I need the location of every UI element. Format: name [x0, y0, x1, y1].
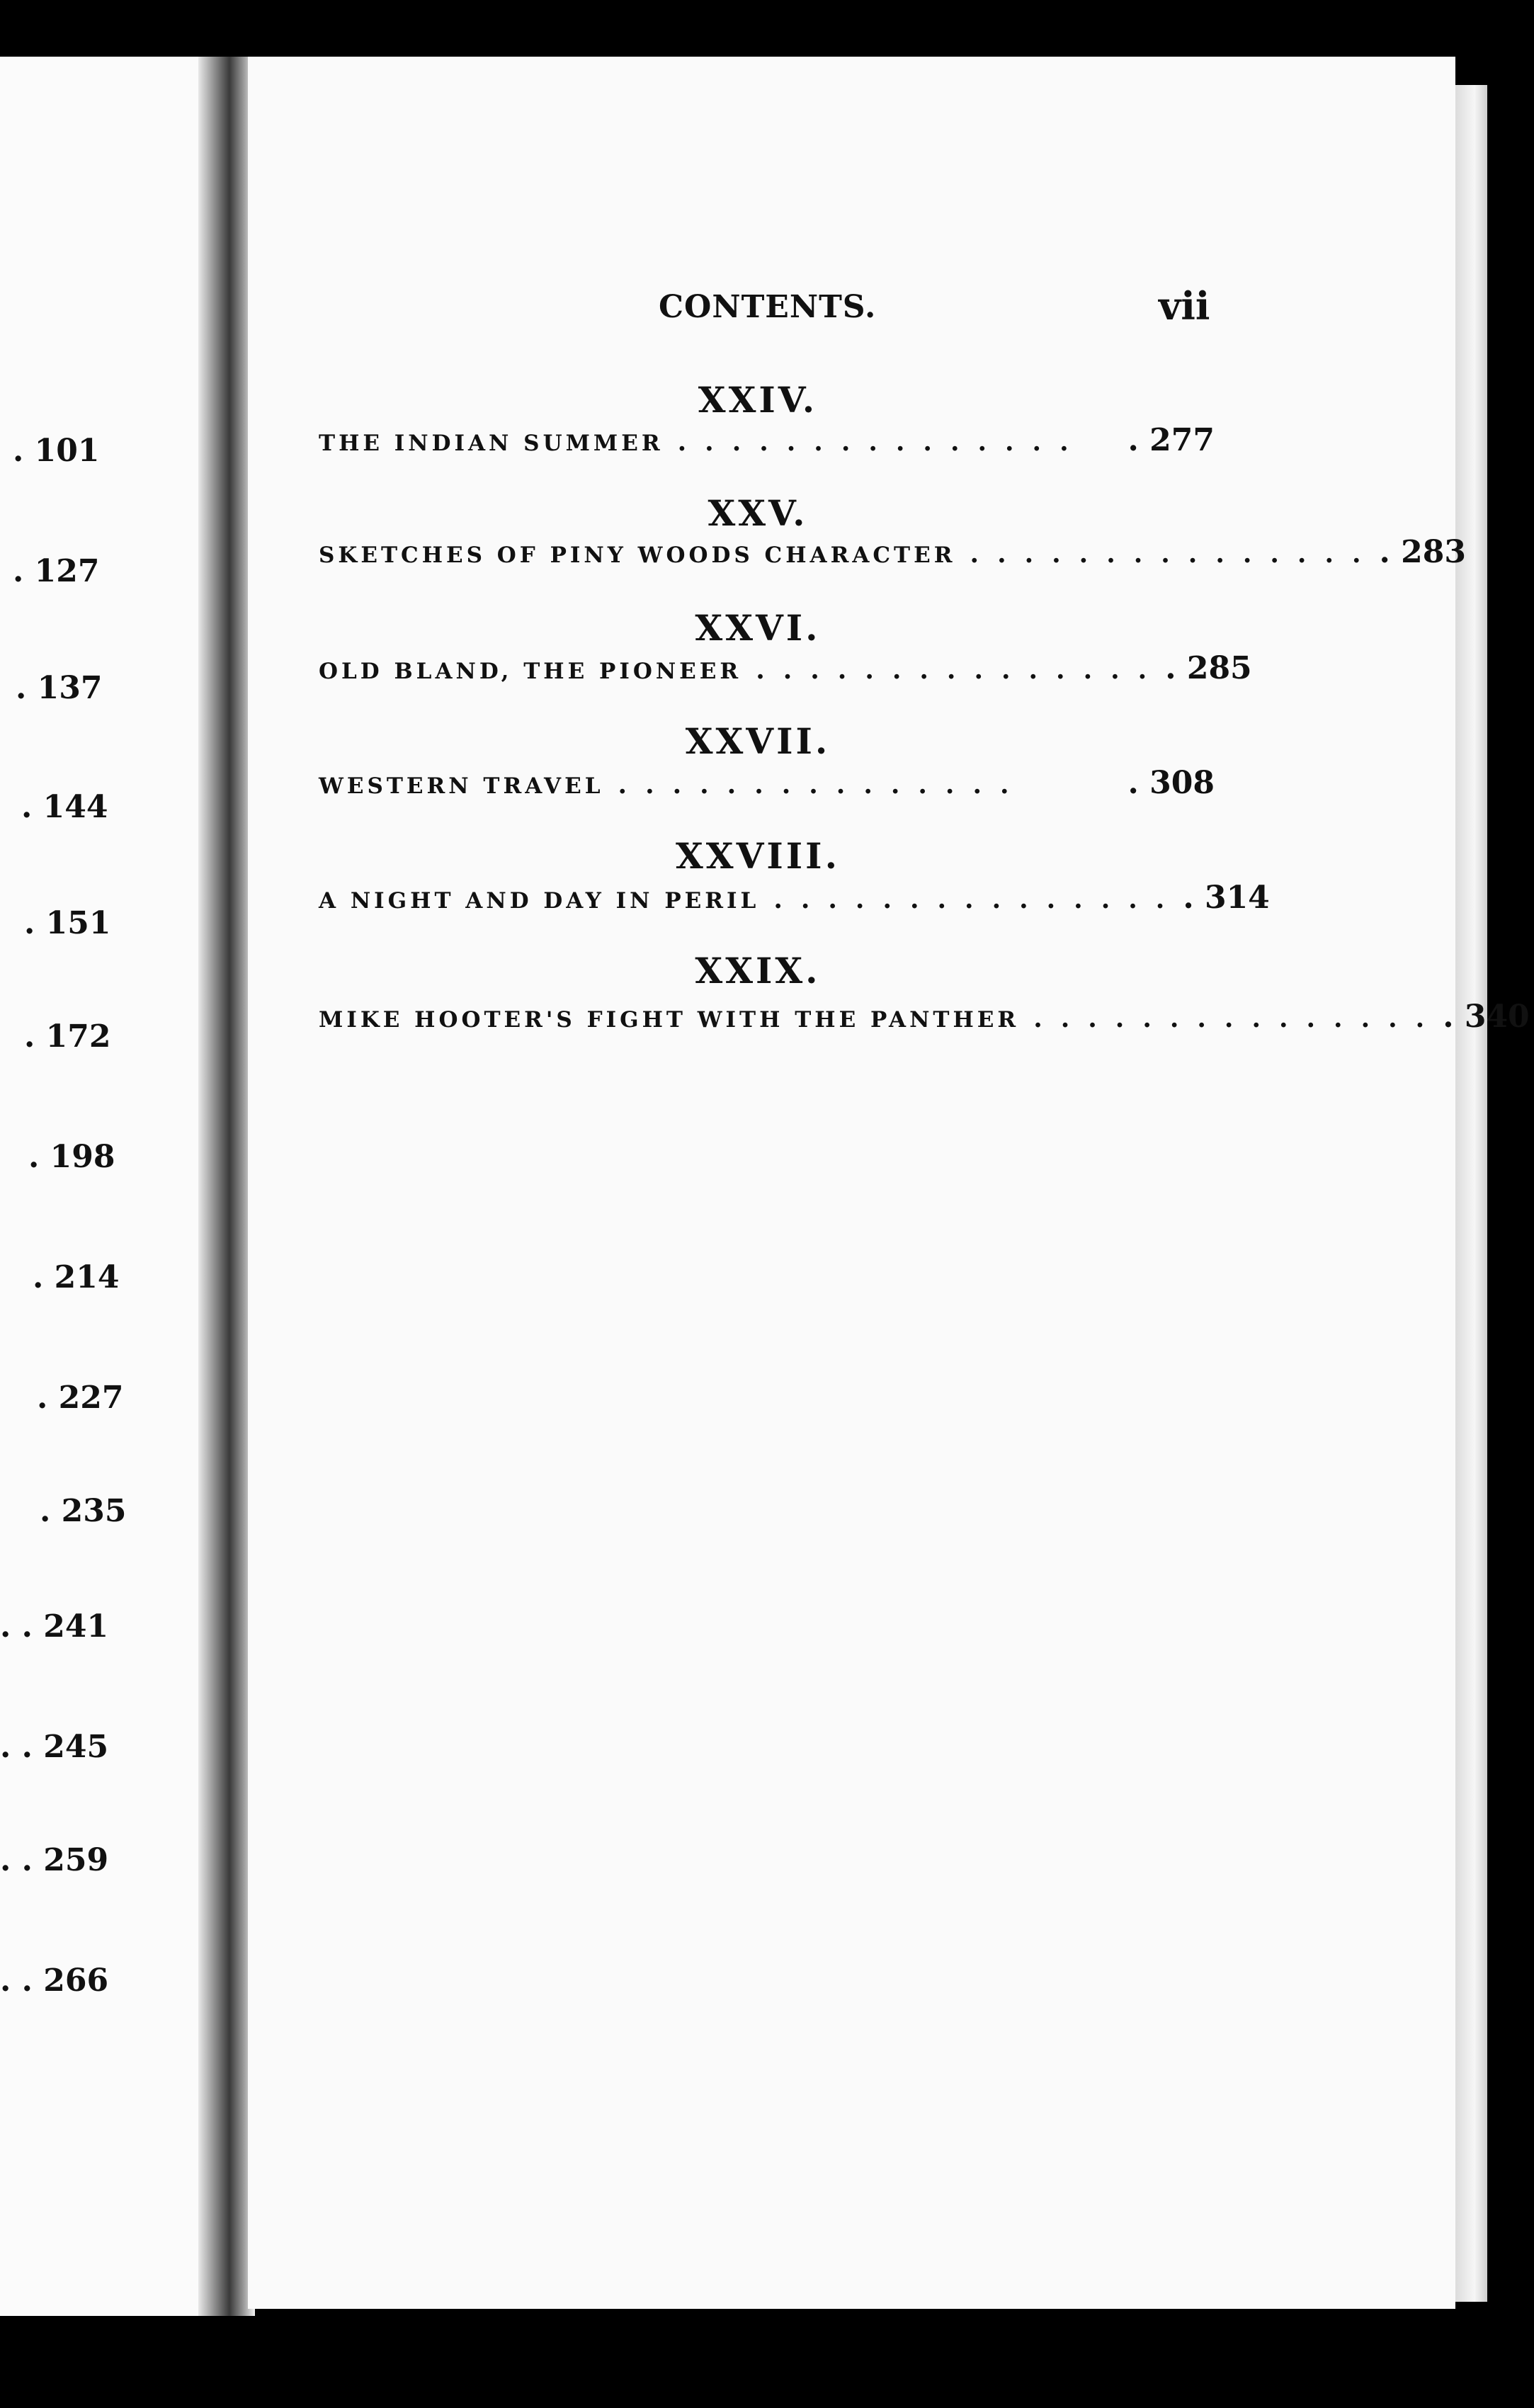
chapter-number: XXV.: [708, 492, 808, 534]
chapter-page: . 314: [1183, 880, 1270, 916]
page-number: vii: [1159, 283, 1210, 329]
left-page-number: . 137: [16, 670, 103, 706]
left-page-number: . 214: [33, 1259, 120, 1295]
chapter-title: OLD BLAND, THE PIONEER: [319, 659, 742, 684]
toc-entry: [319, 765, 1215, 800]
book-gutter: [198, 57, 255, 2316]
left-page-number: . 151: [24, 905, 111, 941]
left-page-number: . 172: [24, 1018, 111, 1055]
left-page-number: . 144: [21, 789, 108, 825]
dot-leader: ...............: [756, 655, 1166, 685]
dot-leader: ...............: [1033, 1004, 1443, 1033]
chapter-number: XXIX.: [695, 950, 821, 992]
chapter-title: A NIGHT AND DAY IN PERIL: [319, 888, 760, 914]
chapter-page: . 308: [1127, 765, 1215, 801]
chapter-page: . 285: [1165, 650, 1252, 686]
page-title: CONTENTS.: [659, 289, 877, 325]
dot-leader: ...............: [618, 770, 1028, 800]
chapter-number: XXVII.: [685, 720, 831, 762]
toc-entry: [319, 650, 1252, 686]
chapter-number: XXVI.: [695, 607, 821, 649]
left-page-number: . . 241: [0, 1608, 109, 1645]
chapter-title: WESTERN TRAVEL: [319, 773, 604, 799]
left-page-number: . 198: [28, 1139, 115, 1175]
chapter-number: XXIV.: [698, 379, 818, 421]
dot-leader: ...............: [970, 539, 1380, 569]
left-page-number: . . 245: [0, 1729, 109, 1765]
page-edge: [1455, 85, 1487, 2302]
chapter-page: . 283: [1379, 534, 1467, 570]
left-page-number: . 127: [13, 553, 100, 589]
left-page-number: . 235: [40, 1493, 127, 1529]
chapter-title: MIKE HOOTER'S FIGHT WITH THE PANTHER: [319, 1007, 1020, 1033]
toc-entry: [319, 880, 1270, 916]
dot-leader: ...............: [677, 427, 1087, 457]
toc-entry: [319, 422, 1215, 458]
chapter-page: . 340: [1443, 999, 1530, 1035]
left-page-number: . . 266: [0, 1963, 109, 1999]
dot-leader: ...............: [773, 885, 1183, 914]
chapter-number: XXVIII.: [676, 835, 840, 877]
chapter-title: THE INDIAN SUMMER: [319, 431, 664, 456]
chapter-page: . 277: [1127, 422, 1215, 458]
left-page-number: . 101: [13, 433, 100, 469]
left-page-number: . 227: [37, 1380, 124, 1416]
chapter-title: SKETCHES OF PINY WOODS CHARACTER: [319, 543, 956, 568]
toc-entry: [319, 534, 1467, 570]
left-page-number: . . 259: [0, 1842, 109, 1878]
toc-entry: [319, 999, 1530, 1035]
